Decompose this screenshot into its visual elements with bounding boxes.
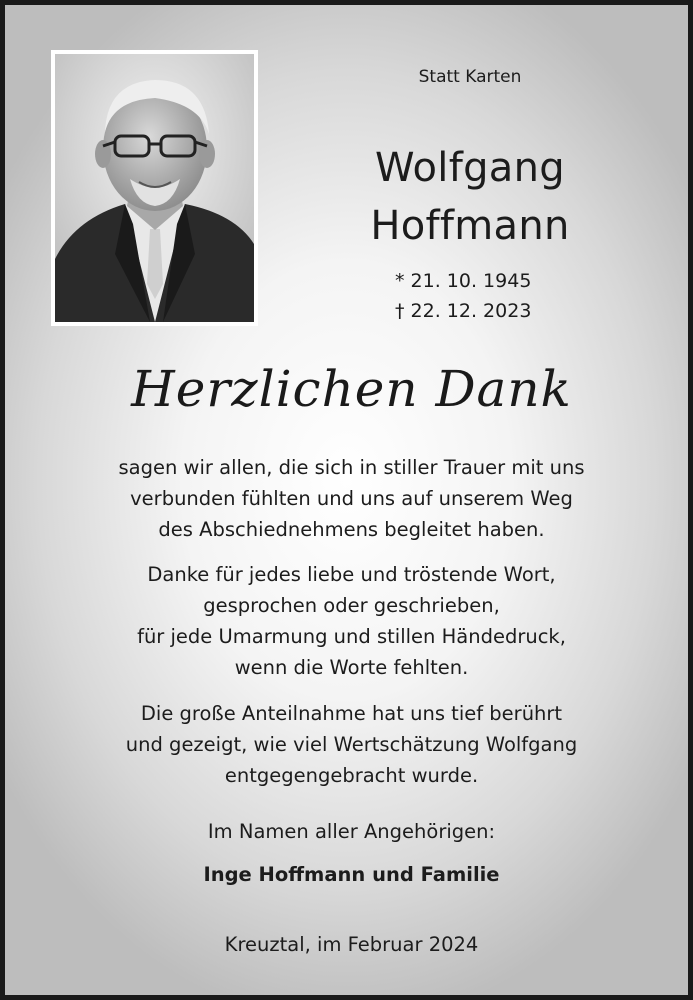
paragraph-line: Die große Anteilnahme hat uns tief berührt bbox=[140, 702, 563, 725]
paragraph-line: gesprochen oder geschrieben, bbox=[203, 594, 500, 617]
death-date: † 22. 12. 2023 bbox=[395, 300, 532, 322]
paragraph-line: für jede Umarmung und stillen Händedruck, bbox=[137, 625, 566, 648]
portrait-photo-frame bbox=[51, 50, 258, 326]
place-and-date: Kreuztal, im Februar 2024 bbox=[224, 933, 479, 956]
portrait-photo bbox=[55, 54, 254, 322]
portrait-image bbox=[55, 54, 254, 322]
paragraph-line: entgegengebracht wurde. bbox=[224, 764, 479, 787]
last-name: Hoffmann bbox=[370, 203, 570, 249]
paragraph-gratitude bbox=[5, 559, 693, 683]
paragraph-thanks bbox=[5, 452, 693, 545]
paragraph-sympathy bbox=[5, 698, 693, 791]
first-name: Wolfgang bbox=[375, 145, 565, 191]
paragraph-line: wenn die Worte fehlten. bbox=[234, 656, 469, 679]
closing-line: Im Namen aller Angehörigen: bbox=[207, 820, 496, 843]
birth-date: * 21. 10. 1945 bbox=[395, 270, 532, 292]
thanks-title: Herzlichen Dank bbox=[131, 360, 572, 418]
paragraph-line: des Abschiednehmens begleitet haben. bbox=[158, 518, 545, 541]
paragraph-line: und gezeigt, wie viel Wertschätzung Wolfgang bbox=[125, 733, 578, 756]
paragraph-line: Danke für jedes liebe und tröstende Wort, bbox=[147, 563, 556, 586]
paragraph-line: sagen wir allen, die sich in stiller Trauer mit uns bbox=[118, 456, 585, 479]
statt-karten-label: Statt Karten bbox=[418, 67, 522, 87]
paragraph-line: verbunden fühlten und uns auf unserem Weg bbox=[130, 487, 573, 510]
family-signature: Inge Hoffmann und Familie bbox=[203, 863, 500, 886]
